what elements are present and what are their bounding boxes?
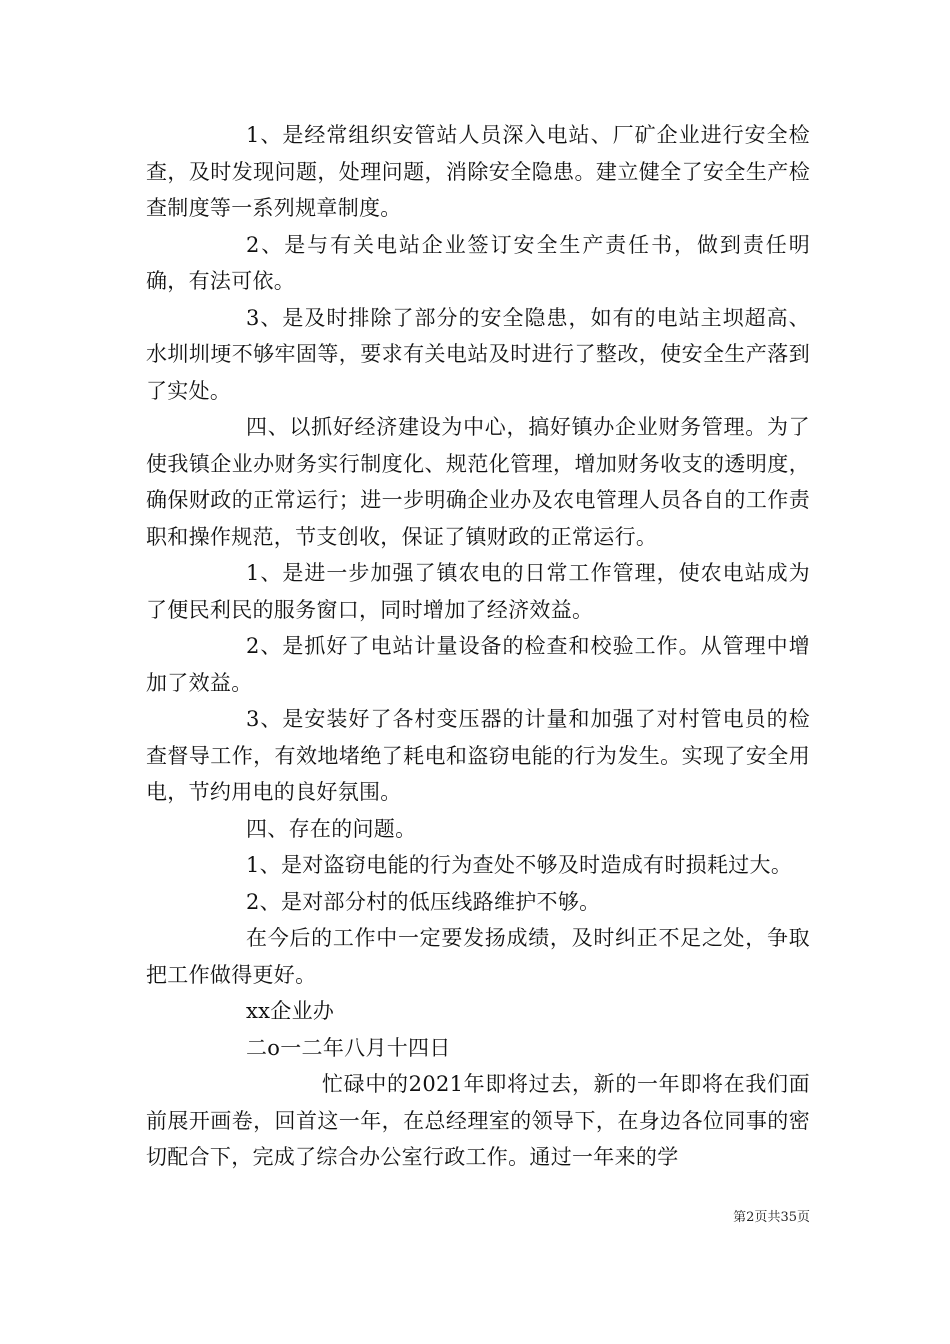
paragraph-problems-heading: 四、存在的问题。 (246, 816, 417, 841)
signature-date: 二o一二年八月十四日 (246, 1035, 451, 1060)
paragraph-future-work: 在今后的工作中一定要发扬成绩，及时纠正不足之处，争取把工作做得更好。 (146, 926, 810, 987)
paragraph-hazard-removal: 3、是及时排除了部分的安全隐患，如有的电站主坝超高、水圳圳埂不够牢固等，要求有关电站及时进行了整改，使安全生产落到了实处。 (146, 305, 810, 403)
paragraph-power-station-management: 1、是进一步加强了镇农电的日常工作管理，使农电站成为了便民利民的服务窗口，同时增加了经济效益。 (146, 561, 810, 622)
paragraph-metering-equipment: 2、是抓好了电站计量设备的检查和校验工作。从管理中增加了效益。 (146, 634, 810, 695)
signature-office: xx企业办 (246, 999, 335, 1023)
paragraph-problem-theft: 1、是对盗窃电能的行为查处不够及时造成有时损耗过大。 (246, 853, 793, 877)
paragraph-safety-check: 1、是经常组织安管站人员深入电站、厂矿企业进行安全检查，及时发现问题，处理问题，消除安全隐患。建立健全了安全生产检查制度等一系列规章制度。 (146, 123, 810, 220)
page-number-footer: 第2页共35页 (733, 1210, 810, 1225)
paragraph-year-review: 忙碌中的2021年即将过去，新的一年即将在我们面前展开画卷，回首这一年，在总经理室的领导下，在身边各位同事的密切配合下，完成了综合办公室行政工作。通过一年来的学 (146, 1072, 810, 1169)
paragraph-safety-responsibility: 2、是与有关电站企业签订安全生产责任书，做到责任明确，有法可依。 (146, 232, 810, 293)
paragraph-transformer-metering: 3、是安装好了各村变压器的计量和加强了对村管电员的检查督导工作，有效地堵绝了耗电和盗窃电能的行为发生。实现了安全用电，节约用电的良好氛围。 (146, 707, 810, 804)
document-body (146, 117, 810, 1176)
paragraph-problem-lines: 2、是对部分村的低压线路维护不够。 (246, 889, 601, 914)
paragraph-finance-management: 四、以抓好经济建设为中心，搞好镇办企业财务管理。为了使我镇企业办财务实行制度化、规范化管理，增加财务收支的透明度，确保财政的正常运行；进一步明确企业办及农电管理人员各自的工作责职和操作规范，节支创收，保证了镇财政的正常运行。 (146, 415, 810, 549)
